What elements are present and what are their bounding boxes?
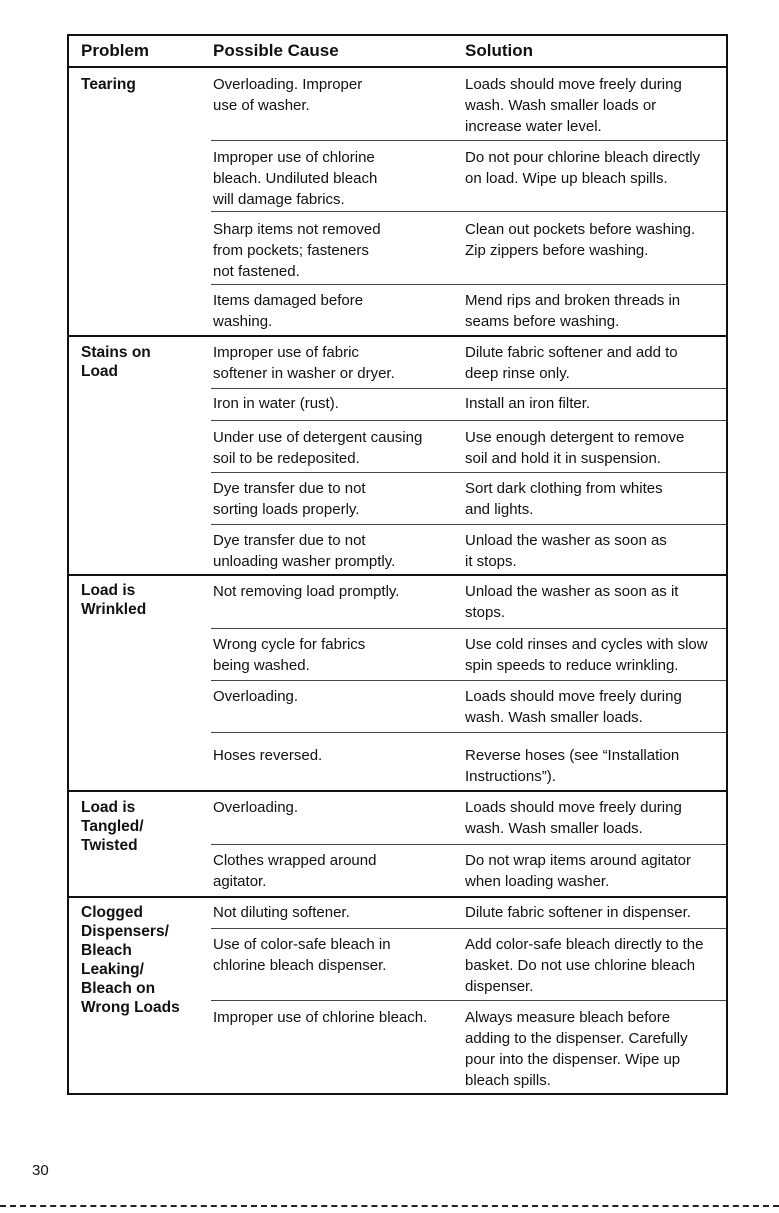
cause-cell: Overloading. Improper use of washer. [213,76,363,114]
row-divider [211,284,726,285]
row-divider [211,732,726,733]
header-possible-cause: Possible Cause [213,41,339,60]
solution-cell: Clean out pockets before washing. Zip zippers before washing. [465,221,696,259]
cause-cell: Use of color-safe bleach in chlorine bleach dispenser. [213,936,391,974]
solution-cell: Use enough detergent to remove soil and hold it in suspension. [465,429,685,467]
problem-label: Stains on Load [81,344,151,380]
group-divider [69,790,726,792]
group-divider [69,335,726,337]
row-divider [211,140,726,141]
solution-cell: Sort dark clothing from whites and lights. [465,480,663,518]
solution-cell: Use cold rinses and cycles with slow spin speeds to reduce wrinkling. [465,636,708,674]
cause-cell: Hoses reversed. [213,747,323,764]
row-divider [211,928,726,929]
cause-cell: Items damaged before washing. [213,292,364,330]
cause-cell: Overloading. [213,799,299,816]
header-solution: Solution [465,41,533,60]
cause-cell: Under use of detergent causing soil to be redeposited. [213,429,423,467]
solution-cell: Loads should move freely during wash. Wash smaller loads or increase water level. [465,76,682,135]
solution-cell: Dilute fabric softener in dispenser. [465,904,691,921]
problem-label: Tearing [81,76,136,93]
row-divider [211,1000,726,1001]
solution-cell: Install an iron filter. [465,395,591,412]
cause-cell: Not diluting softener. [213,904,350,921]
row-divider [211,524,726,525]
solution-cell: Loads should move freely during wash. Wash smaller loads. [465,688,682,726]
row-divider [211,211,726,212]
cause-cell: Overloading. [213,688,299,705]
cause-cell: Improper use of chlorine bleach. Undiluted bleach will damage fabrics. [213,149,378,208]
problem-label: Load is Wrinkled [81,582,147,618]
cause-cell: Dye transfer due to not unloading washer promptly. [213,532,396,570]
page-number: 30 [32,1162,49,1179]
row-divider [211,628,726,629]
problem-label: Load is Tangled/ Twisted [81,799,144,854]
solution-cell: Dilute fabric softener and add to deep rinse only. [465,344,678,382]
cause-cell: Sharp items not removed from pockets; fasteners not fastened. [213,221,381,280]
solution-cell: Do not wrap items around agitator when loading washer. [465,852,691,890]
solution-cell: Do not pour chlorine bleach directly on load. Wipe up bleach spills. [465,149,701,187]
solution-cell: Reverse hoses (see “Installation Instructions”). [465,747,680,785]
cause-cell: Improper use of fabric softener in washer or dryer. [213,344,395,382]
solution-cell: Always measure bleach before adding to the dispenser. Carefully pour into the dispenser. Wipe up bleach spills. [465,1009,688,1089]
bottom-edge-rule [0,1205,779,1207]
solution-cell: Add color-safe bleach directly to the basket. Do not use chlorine bleach dispenser. [465,936,704,995]
solution-cell: Loads should move freely during wash. Wash smaller loads. [465,799,682,837]
group-divider [69,574,726,576]
row-divider [211,472,726,473]
table-header [69,36,726,68]
header-problem: Problem [81,41,150,60]
cause-cell: Iron in water (rust). [213,395,339,412]
troubleshooting-table [67,34,728,1095]
cause-cell: Wrong cycle for fabrics being washed. [213,636,366,674]
row-divider [211,420,726,421]
row-divider [211,680,726,681]
solution-cell: Unload the washer as soon as it stops. [465,583,679,621]
cause-cell: Improper use of chlorine bleach. [213,1009,428,1026]
cause-cell: Dye transfer due to not sorting loads properly. [213,480,366,518]
cause-cell: Clothes wrapped around agitator. [213,852,377,890]
solution-cell: Mend rips and broken threads in seams before washing. [465,292,681,330]
row-divider [211,844,726,845]
row-divider [211,388,726,389]
group-divider [69,896,726,898]
problem-label: Clogged Dispensers/ Bleach Leaking/ Bleach on Wrong Loads [81,904,180,1016]
solution-cell: Unload the washer as soon as it stops. [465,532,667,570]
cause-cell: Not removing load promptly. [213,583,400,600]
